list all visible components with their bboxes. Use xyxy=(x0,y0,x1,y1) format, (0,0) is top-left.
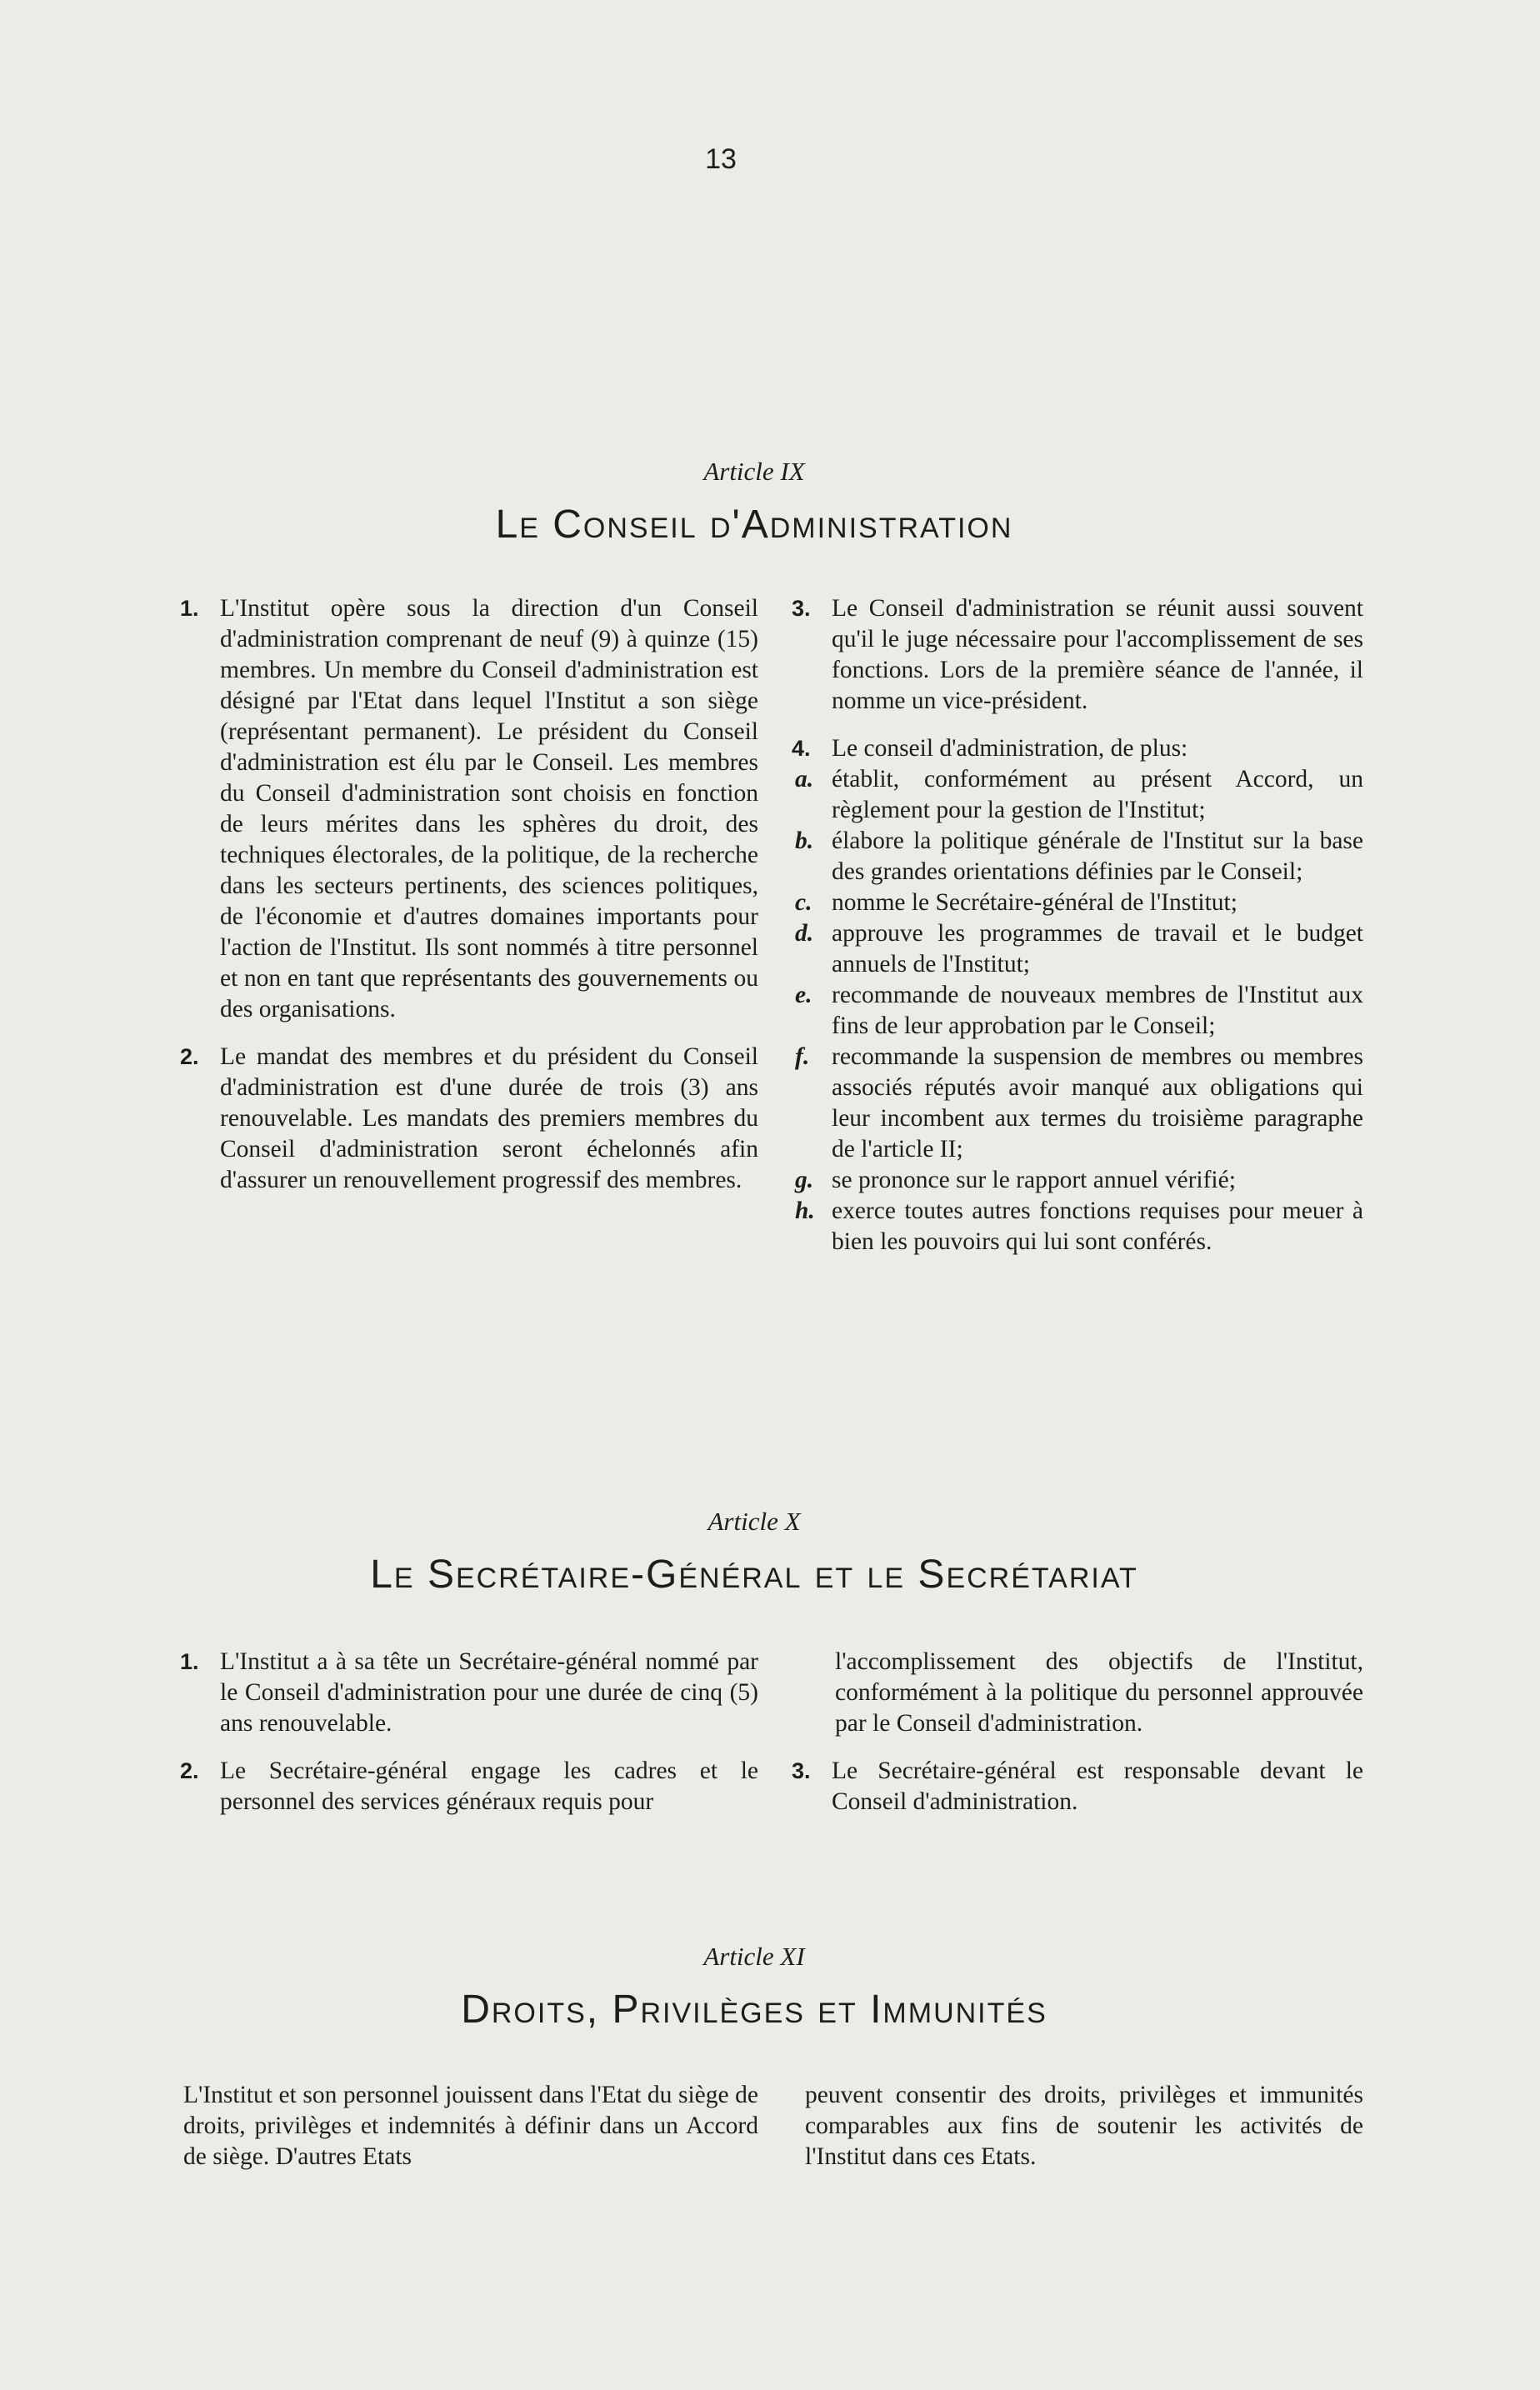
subitem-g xyxy=(792,1165,1363,1196)
paragraph-number: 3. xyxy=(792,1758,811,1783)
article-10-label: Article X xyxy=(708,1507,801,1536)
article-11-label: Article XI xyxy=(703,1942,805,1971)
article-10-paragraph-2-continued: l'accomplissement des objectifs de l'Institut, conformément à la politique du personnel approuvée par le Conseil d'administration. xyxy=(835,1648,1363,1737)
article-11-title: Droits, Privilèges et Immunités xyxy=(461,1988,1048,2032)
paragraph-number: 1. xyxy=(180,596,199,621)
subitem-letter: a. xyxy=(795,766,814,792)
paragraph-text: Le mandat des membres et du président du Conseil d'administration est d'une durée de trois (3) ans renouvelable. Les mandats des premiers membres du Conseil d'administration seront échelonnés afin d'assurer un renouvellement progressif des membres. xyxy=(220,1043,758,1193)
page-number: 13 xyxy=(705,143,737,175)
subitem-letter: h. xyxy=(795,1198,815,1224)
article-9-paragraph-4 xyxy=(792,733,1363,764)
paragraph-text: Le Conseil d'administration se réunit aussi souvent qu'il le juge nécessaire pour l'accomplissement de ses fonctions. Lors de la première séance de l'année, il nomme un vice-président. xyxy=(832,595,1363,714)
paragraph-text: L'Institut a à sa tête un Secrétaire-général nommé par le Conseil d'administration pour une durée de cinq (5) ans renouvelable. xyxy=(220,1648,758,1737)
subitem-text: approuve les programmes de travail et le budget annuels de l'Institut; xyxy=(832,920,1363,978)
paragraph-text: Le conseil d'administration, de plus: xyxy=(832,735,1188,762)
paragraph-text: Le Secrétaire-général engage les cadres et le personnel des services généraux requis pour xyxy=(220,1758,758,1815)
subitem-b xyxy=(792,826,1363,888)
subitem-text: nomme le Secrétaire-général de l'Institut; xyxy=(832,889,1238,916)
subitem-letter: e. xyxy=(795,982,812,1008)
subitem-letter: f. xyxy=(795,1043,810,1070)
article-9-paragraph-2 xyxy=(180,1042,758,1196)
subitem-text: élabore la politique générale de l'Institut sur la base des grandes orientations définies par le Conseil; xyxy=(832,828,1363,885)
subitem-letter: d. xyxy=(795,920,814,947)
article-9-left-column xyxy=(180,593,758,1212)
article-10-paragraph-3 xyxy=(792,1756,1363,1818)
subitem-text: recommande la suspension de membres ou membres associés réputés avoir manqué aux obligations qui leur incombent aux termes du troisième paragraphe de l'article II; xyxy=(832,1043,1363,1162)
article-10-title: Le Secrétaire-Général et le Secrétariat xyxy=(370,1552,1138,1597)
subitem-a xyxy=(792,764,1363,826)
article-9-paragraph-1 xyxy=(180,593,758,1025)
paragraph-number: 2. xyxy=(180,1758,199,1783)
subitem-e xyxy=(792,980,1363,1042)
paragraph-number: 4. xyxy=(792,736,811,761)
paragraph-text: L'Institut opère sous la direction d'un Conseil d'administration comprenant de neuf (9) à quinze (15) membres. Un membre du Conseil d'administration est désigné par l'Etat dans lequel l'Institut a son siège (représentant permanent). Le président du Conseil d'administration est élu par le Conseil. Les membres du Conseil d'administration sont choisis en fonction de leurs mérites dans les sphères du droit, des techniques électorales, de la politique, de la recherche dans les secteurs pertinents, des sciences politiques, de l'économie et d'autres domaines importants pour l'action de l'Institut. Ils sont nommés à titre personnel et non en tant que représentants des gouvernements ou des organisations. xyxy=(220,595,758,1022)
subitem-h xyxy=(792,1196,1363,1258)
article-9-label: Article IX xyxy=(703,457,805,486)
article-10-right-column xyxy=(792,1647,1363,1834)
subitem-text: recommande de nouveaux membres de l'Institut aux fins de leur approbation par le Conseil; xyxy=(832,982,1363,1039)
subitem-c xyxy=(792,888,1363,918)
subitem-letter: b. xyxy=(795,828,814,854)
article-10-paragraph-1 xyxy=(180,1647,758,1739)
article-9-paragraph-3 xyxy=(792,593,1363,717)
paragraph-number: 2. xyxy=(180,1044,199,1069)
paragraph-number: 3. xyxy=(792,596,811,621)
article-10-left-column xyxy=(180,1647,758,1834)
paragraph-number: 1. xyxy=(180,1649,199,1674)
article-11-left-text: L'Institut et son personnel jouissent dans l'Etat du siège de droits, privilèges et indemnités à définir dans un Accord de siège. D'autres Etats xyxy=(183,2082,758,2170)
subitem-f xyxy=(792,1042,1363,1165)
paragraph-text: Le Secrétaire-général est responsable devant le Conseil d'administration. xyxy=(832,1758,1363,1815)
subitem-d xyxy=(792,918,1363,980)
article-11-right-text: peuvent consentir des droits, privilèges et immunités comparables aux fins de soutenir les activités de l'Institut dans ces Etats. xyxy=(805,2082,1363,2170)
subitem-text: exerce toutes autres fonctions requises pour meuer à bien les pouvoirs qui lui sont conférés. xyxy=(832,1198,1363,1255)
subitem-letter: c. xyxy=(795,889,812,916)
article-10-paragraph-2 xyxy=(180,1756,758,1818)
subitem-text: établit, conformément au présent Accord, un règlement pour la gestion de l'Institut; xyxy=(832,766,1363,823)
article-9-title: Le Conseil d'Administration xyxy=(495,502,1013,547)
subitem-letter: g. xyxy=(795,1167,814,1193)
article-9-right-column xyxy=(792,593,1363,1258)
subitem-text: se prononce sur le rapport annuel vérifié; xyxy=(832,1167,1236,1193)
